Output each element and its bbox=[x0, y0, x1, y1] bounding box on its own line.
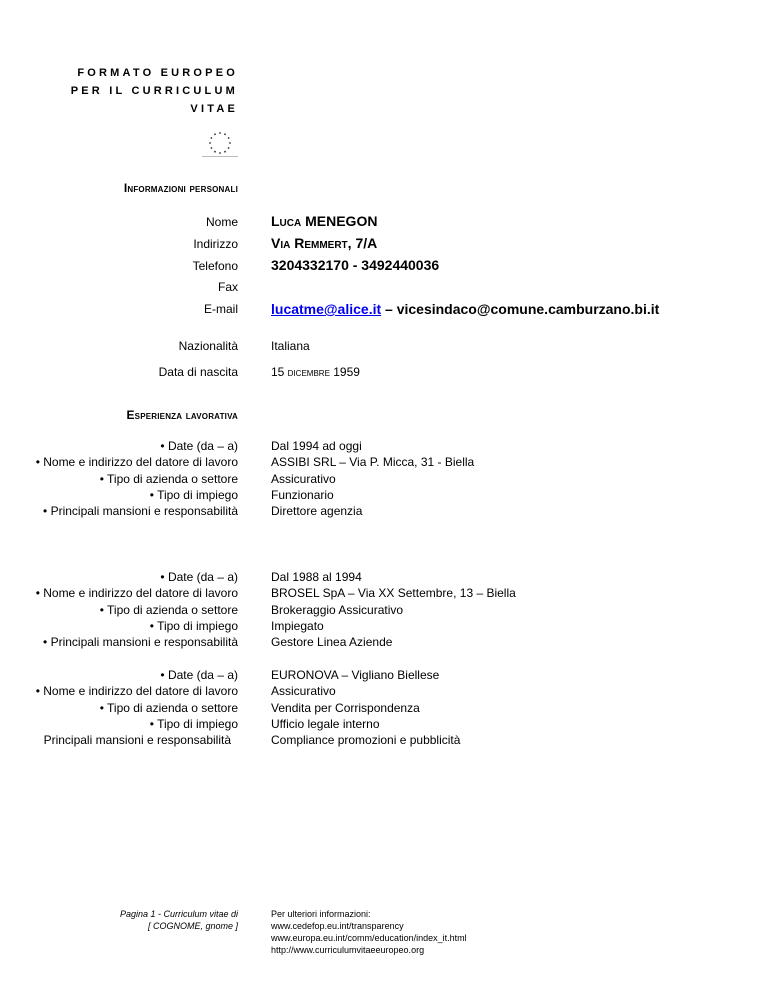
job-value: Assicurativo bbox=[271, 471, 336, 486]
job-3-values bbox=[271, 667, 460, 748]
job-label: • Date (da – a) bbox=[160, 668, 238, 682]
title-line-2: PER IL CURRICULUM bbox=[70, 85, 238, 97]
job-label: • Date (da – a) bbox=[160, 570, 238, 584]
job-label: • Tipo di azienda o settore bbox=[99, 700, 238, 715]
footer-link[interactable]: http://www.curriculumvitaeeuropeo.org bbox=[271, 945, 425, 955]
footer-links bbox=[271, 908, 467, 956]
email-link[interactable]: lucatme@alice.it bbox=[271, 301, 382, 317]
footer-info-text: Per ulteriori informazioni: bbox=[271, 909, 371, 919]
job-label: • Tipo di azienda o settore bbox=[99, 602, 238, 617]
value-email bbox=[271, 301, 659, 317]
label-nationality: Nazionalità bbox=[178, 339, 238, 353]
job-label: Principali mansioni e responsabilità bbox=[43, 733, 231, 748]
cv-format-title bbox=[71, 64, 238, 118]
job-value: Vendita per Corrispondenza bbox=[271, 700, 420, 715]
job-value: Dal 1988 al 1994 bbox=[271, 570, 362, 584]
job-label: • Tipo di impiego bbox=[149, 716, 238, 731]
job-label: • Principali mansioni e responsabilità bbox=[43, 635, 238, 650]
job-label: • Nome e indirizzo del datore di lavoro bbox=[35, 455, 238, 470]
job-value: Impiegato bbox=[271, 618, 324, 633]
job-value: Gestore Linea Aziende bbox=[271, 635, 393, 650]
footer-link[interactable]: www.europa.eu.int/comm/education/index_it.html bbox=[271, 933, 467, 943]
footer-name-line: [ COGNOME, gnome ] bbox=[147, 921, 238, 931]
eu-stars-icon bbox=[202, 130, 238, 157]
label-fax: Fax bbox=[217, 280, 238, 294]
job-value: Funzionario bbox=[271, 487, 334, 502]
footer-page-line: Pagina 1 - Curriculum vitae di bbox=[119, 909, 238, 919]
job-2-labels bbox=[36, 569, 238, 650]
job-label: • Principali mansioni e responsabilità bbox=[43, 504, 238, 519]
job-value: EURONOVA – Vigliano Biellese bbox=[271, 668, 440, 682]
email-secondary: – vicesindaco@comune.camburzano.bi.it bbox=[381, 301, 660, 317]
job-value: Compliance promozioni e pubblicità bbox=[271, 733, 461, 748]
title-line-1: FORMATO EUROPEO bbox=[77, 67, 238, 79]
job-3-labels bbox=[36, 667, 238, 748]
label-phone: Telefono bbox=[192, 259, 238, 273]
job-1-labels bbox=[36, 438, 238, 519]
job-value: Ufficio legale interno bbox=[271, 716, 380, 731]
label-birth: Data di nascita bbox=[158, 365, 238, 379]
label-name: Nome bbox=[205, 215, 238, 229]
job-2-values bbox=[271, 569, 516, 650]
job-label: • Tipo di azienda o settore bbox=[99, 471, 238, 486]
job-label: • Nome e indirizzo del datore di lavoro bbox=[35, 684, 238, 699]
job-label: • Date (da – a) bbox=[160, 439, 238, 453]
job-label: • Tipo di impiego bbox=[149, 487, 238, 502]
label-email: E-mail bbox=[203, 302, 238, 316]
section-personal-info: Informazioni personali bbox=[123, 181, 238, 195]
value-phone: 3204332170 - 3492440036 bbox=[271, 257, 440, 273]
job-value: ASSIBI SRL – Via P. Micca, 31 - Biella bbox=[271, 455, 475, 470]
job-value: BROSEL SpA – Via XX Settembre, 13 – Biella bbox=[271, 586, 516, 601]
job-label: • Nome e indirizzo del datore di lavoro bbox=[35, 586, 238, 601]
job-label: • Tipo di impiego bbox=[149, 618, 238, 633]
value-name: Luca MENEGON bbox=[271, 213, 378, 229]
job-value: Assicurativo bbox=[271, 684, 336, 699]
value-nationality: Italiana bbox=[271, 339, 310, 353]
value-address: Via Remmert, 7/A bbox=[271, 235, 378, 251]
label-address: Indirizzo bbox=[193, 237, 238, 251]
job-value: Brokeraggio Assicurativo bbox=[271, 602, 404, 617]
title-line-3: VITAE bbox=[190, 103, 238, 115]
footer-link[interactable]: www.cedefop.eu.int/transparency bbox=[271, 921, 404, 931]
section-work-experience: Esperienza lavorativa bbox=[126, 408, 238, 422]
job-value: Direttore agenzia bbox=[271, 504, 363, 519]
job-value: Dal 1994 ad oggi bbox=[271, 439, 362, 453]
footer-page-info bbox=[120, 908, 238, 932]
job-1-values bbox=[271, 438, 474, 519]
value-birth: 15 dicembre 1959 bbox=[271, 365, 360, 379]
